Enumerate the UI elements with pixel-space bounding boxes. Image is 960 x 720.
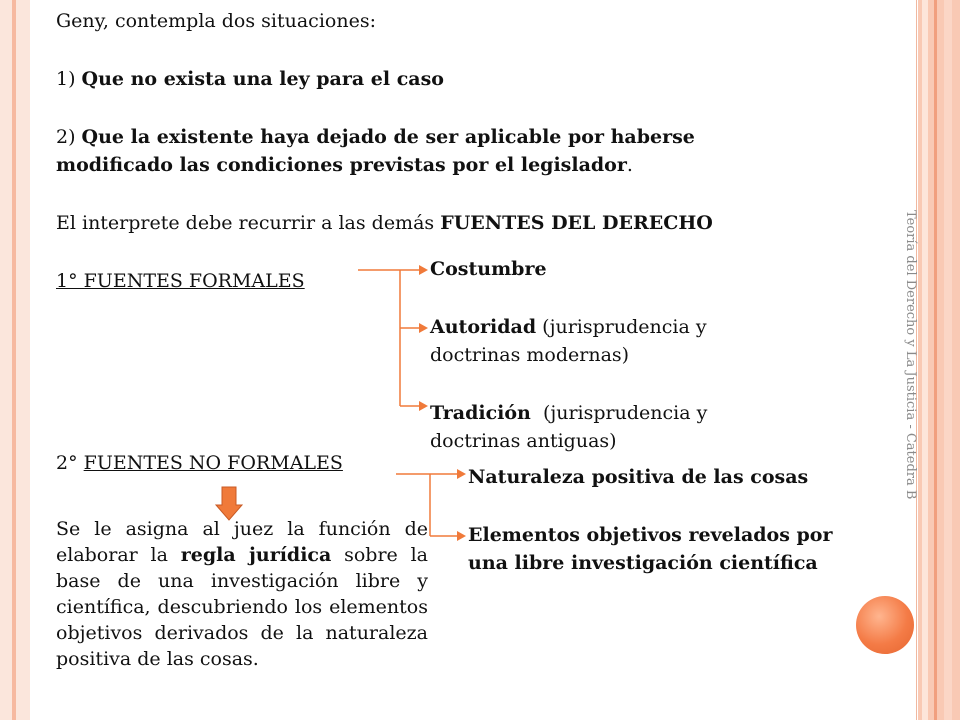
non-formal-item-0-text: Naturaleza positiva de las cosas bbox=[468, 466, 809, 488]
formal-item-2-label: Tradición bbox=[430, 402, 531, 424]
non-formal-number: 2° bbox=[56, 452, 84, 474]
conclusion-pre: Se le asigna al juez la función de elaborar la bbox=[56, 518, 428, 566]
formal-item-1-line2: doctrinas modernas) bbox=[430, 344, 630, 366]
non-formal-item-2-text: una libre investigación científica bbox=[468, 552, 818, 574]
situation-2-period: . bbox=[626, 154, 633, 176]
formal-bracket bbox=[358, 270, 458, 536]
interpreter-prefix: El interprete debe recurrir a las demás bbox=[56, 212, 441, 234]
formal-item-1-detail: (jurisprudencia y bbox=[536, 316, 707, 338]
regla-juridica: regla jurídica bbox=[180, 544, 332, 566]
formal-item-1-label: Autoridad bbox=[430, 316, 537, 338]
formal-item-2-line2: doctrinas antiguas) bbox=[430, 430, 617, 452]
formal-item-0-label: Costumbre bbox=[430, 258, 547, 280]
situation-2-text-line2: modificado las condiciones previstas por el legislador bbox=[56, 154, 627, 176]
formal-sources-heading: 1° FUENTES FORMALES bbox=[56, 270, 305, 292]
situation-1-number: 1) bbox=[56, 68, 82, 90]
situation-2-number: 2) bbox=[56, 126, 82, 148]
non-formal-title: FUENTES NO FORMALES bbox=[83, 452, 343, 474]
fuentes-del-derecho: FUENTES DEL DERECHO bbox=[440, 212, 713, 234]
situation-1-text: Que no exista una ley para el caso bbox=[81, 68, 444, 90]
conclusion-post: sobre la base de una investigación libre y científica, descubriendo los elementos objetivos derivados de la naturaleza positiva de las cosas. bbox=[56, 544, 428, 670]
conclusion-paragraph bbox=[56, 516, 428, 672]
non-formal-item-1-text: Elementos objetivos revelados por bbox=[468, 524, 833, 546]
vertical-footer-label: Teoría del Derecho y La Justicia - Catedra B bbox=[903, 210, 918, 500]
arrowheads bbox=[419, 265, 466, 541]
situation-2-text-line1: Que la existente haya dejado de ser aplicable por haberse bbox=[81, 126, 695, 148]
intro-text: Geny, contempla dos situaciones: bbox=[56, 10, 376, 32]
formal-item-2-detail: (jurisprudencia y bbox=[530, 402, 708, 424]
